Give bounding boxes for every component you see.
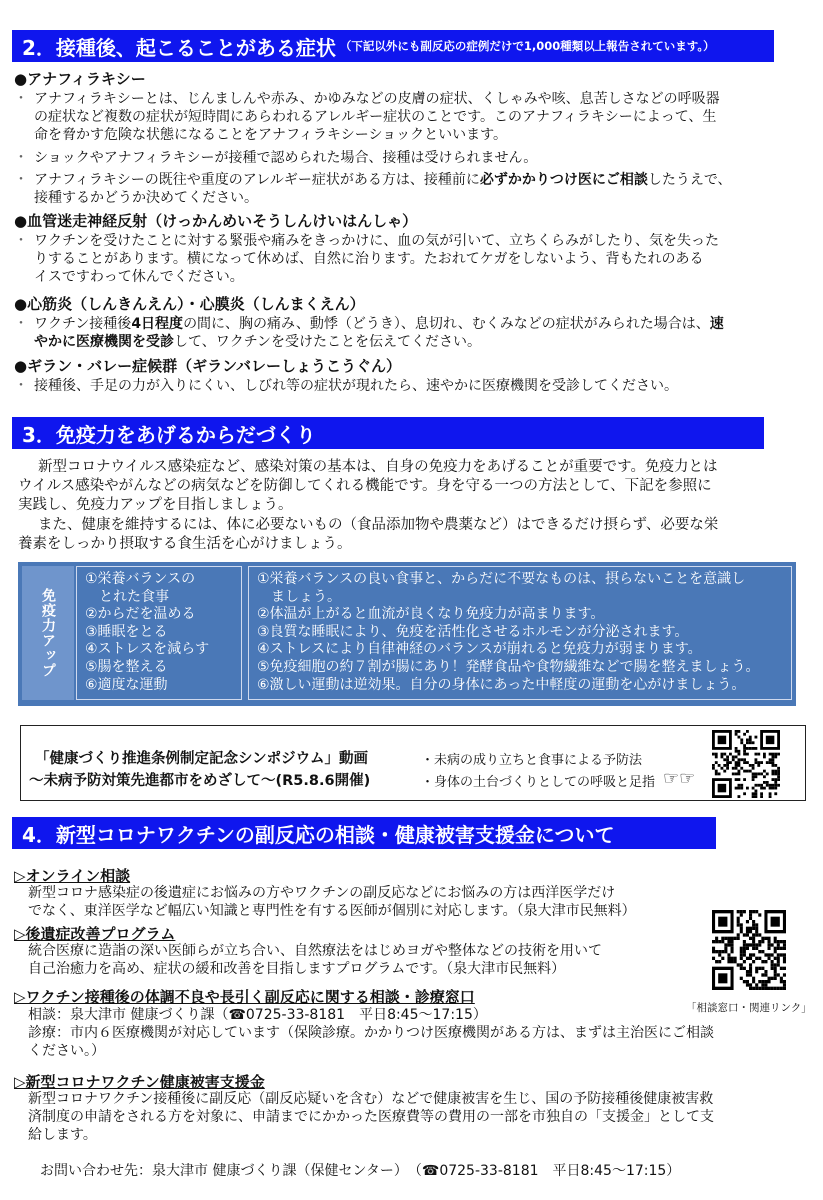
section-3-paragraph-1: 新型コロナウイルス感染症など、感染対策の基本は、自身の免疫力をあげることが重要です。免疫力とは ウイルス感染やがんなどの病気などを防御してくれる機能です。身を守る一つの方法として、下記を参照に 実践し、免疫力アップを目指しましょう。	[18, 459, 718, 513]
qr-caption: 「相談窓口・関連リンク」	[686, 1002, 812, 1014]
clinic-window-heading: ▷ワクチン接種後の体調不良や長引く副反応に関する相談・診療窓口	[14, 988, 475, 1006]
symposium-item-2: ・身体の土台づくりとしての呼吸と足指	[421, 775, 656, 790]
list-item: とれた食事	[85, 588, 169, 605]
section-3-paragraph-2: また、健康を維持するには、体に必要ないもの（食品添加物や農薬など）はできるだけ摂らず、必要な栄 養素をしっかり摂取する食生活を心がけましょう。	[18, 517, 719, 552]
vasovagal-heading: ●血管迷走神経反射（けっかんめいそうしんけいはんしゃ）	[14, 212, 418, 230]
online-consult-heading: ▷オンライン相談	[14, 867, 131, 885]
vasovagal-bullet: ・ ワクチンを受けたことに対する緊張や痛みをきっかけに、血の気が引いて、立ちくらみがしたり、気を失った りすることがあります。横になって休めば、自然に治ります。たおれてケガをしないよう、背もたれのある イスですわって休んでください。	[14, 233, 720, 285]
online-consult-text: 新型コロナ感染症の後遺症にお悩みの方やワクチンの副反応などにお悩みの方は西洋医学だけ でなく、東洋医学など幅広い知識と専門性を有する医師が個別に対応します。（泉大津市民無料）	[28, 885, 636, 919]
immunity-label: 免疫力アップ	[22, 566, 74, 700]
clinic-window-text: 相談：泉大津市 健康づくり課（☎0725-33-8181 平日8:45～17:15） 診療：市内６医療機関が対応しています（保険診療。かかりつけ医療機関がある方は、まずは主治医にご相談 ください。）	[28, 1007, 714, 1059]
immunity-box	[18, 562, 796, 706]
section-2-note: （下記以外にも副反応の症例だけで1,000種類以上報告されています。）	[339, 39, 715, 53]
section-3-title: 3．免疫力をあげるからだづくり	[22, 422, 316, 447]
symposium-title: 「健康づくり推進条例制定記念シンポジウム」動画	[35, 751, 368, 767]
section-2-header	[12, 30, 774, 62]
sequelae-program-heading: ▷後遺症改善プログラム	[14, 925, 176, 943]
list-item: ②体温が上がると血流が良くなり免疫力が高まります。	[257, 606, 605, 623]
list-item: ②からだを温める	[85, 606, 196, 623]
consult-qr-code-icon[interactable]	[712, 910, 786, 990]
gbs-heading: ●ギラン・バレー症候群（ギランバレーしょうこうぐん）	[14, 357, 402, 375]
anaphylaxis-bullet-3: ・ アナフィラキシーの既往や重度のアレルギー症状がある方は、接種前に必ずかかりつけ医にご相談したうえで、 接種するかどうか決めてください。	[14, 172, 732, 206]
symposium-subtitle: ～未病予防対策先進都市をめざして～(R5.8.6開催)	[29, 773, 371, 789]
list-item: ⑥適度な運動	[85, 676, 168, 693]
symposium-box	[20, 725, 806, 801]
myocarditis-bullet: ・ ワクチン接種後4日程度の間に、胸の痛み、動悸（どうき）、息切れ、むくみなどの症状がみられた場合は、速 やかに医療機関を受診して、ワクチンを受けたことを伝えてください。	[14, 316, 724, 350]
list-item: ⑥激しい運動は逆効果。自分の身体にあった中軽度の運動を心がけましょう。	[257, 676, 746, 693]
immunity-detail-list	[248, 566, 792, 700]
list-item: ⑤腸を整える	[85, 658, 168, 675]
consult-doctor-emphasis: 必ずかかりつけ医にご相談	[479, 172, 648, 188]
list-item: ましょう。	[257, 588, 341, 605]
symposium-item-1: ・未病の成り立ちと食事による予防法	[421, 753, 643, 768]
list-item: ④ストレスにより自律神経のバランスが崩れると免疫力が弱まります。	[257, 641, 702, 658]
list-item: ①栄養バランスの良い食事と、からだに不要なものは、摂らないことを意識し	[257, 571, 746, 587]
anaphylaxis-bullet-1: ・ アナフィラキシーとは、じんましんや赤み、かゆみなどの皮膚の症状、くしゃみや咳、息苦しさなどの呼吸器 の症状など複数の症状が短時間にあらわれるアレルギー症状のことです。このアナフィラキシーによって、生 命を脅かす危険な状態になることをアナフィラキシーショックといいます。	[14, 91, 720, 143]
section-4-title: 4．新型コロナワクチンの副反応の相談・健康被害支援金について	[22, 822, 615, 847]
pointing-hand-icon: ☞☞	[663, 768, 696, 789]
myocarditis-heading: ●心筋炎（しんきんえん）・心膜炎（しんまくえん）	[14, 295, 365, 313]
list-item: ⑤免疫細胞の約７割が腸にあり！発酵食品や食物繊維などで腸を整えましょう。	[257, 658, 760, 675]
gbs-bullet: ・ 接種後、手足の力が入りにくい、しびれ等の症状が現れたら、速やかに医療機関を受診してください。	[14, 378, 678, 394]
support-fund-heading: ▷新型コロナワクチン健康被害支援金	[14, 1073, 265, 1091]
anaphylaxis-bullet-2: ・ ショックやアナフィラキシーが接種で認められた場合、接種は受けられません。	[14, 150, 538, 166]
list-item: ③良質な睡眠により、免疫を活性化させるホルモンが分泌されます。	[257, 623, 689, 640]
support-fund-text: 新型コロナワクチン接種後に副反応（副反応疑いを含む）などで健康被害を生じ、国の予防接種後健康被害救 済制度の申請をされる方を対象に、申請までにかかった医療費等の費用の一部を市独自の「支援金」として支 給します。	[28, 1091, 714, 1143]
section-3-header	[12, 417, 764, 449]
section-2-title: 2．接種後、起こることがある症状	[22, 35, 336, 60]
list-item: ①栄養バランスの	[85, 571, 196, 587]
immunity-summary-list	[76, 566, 242, 700]
list-item: ③睡眠をとる	[85, 623, 168, 640]
sequelae-program-text: 統合医療に造詣の深い医師らが立ち合い、自然療法をはじめヨガや整体などの技術を用いて 自己治癒力を高め、症状の緩和改善を目指しますプログラムです。（泉大津市民無料）	[28, 943, 602, 977]
list-item: ④ストレスを減らす	[85, 641, 210, 658]
contact-info: お問い合わせ先：泉大津市 健康づくり課（保健センター） （☎0725-33-8181 平日8:45～17:15）	[40, 1163, 681, 1179]
anaphylaxis-heading: ●アナフィラキシー	[14, 70, 146, 88]
section-4-header	[12, 817, 716, 849]
symposium-qr-code-icon[interactable]	[710, 730, 782, 798]
